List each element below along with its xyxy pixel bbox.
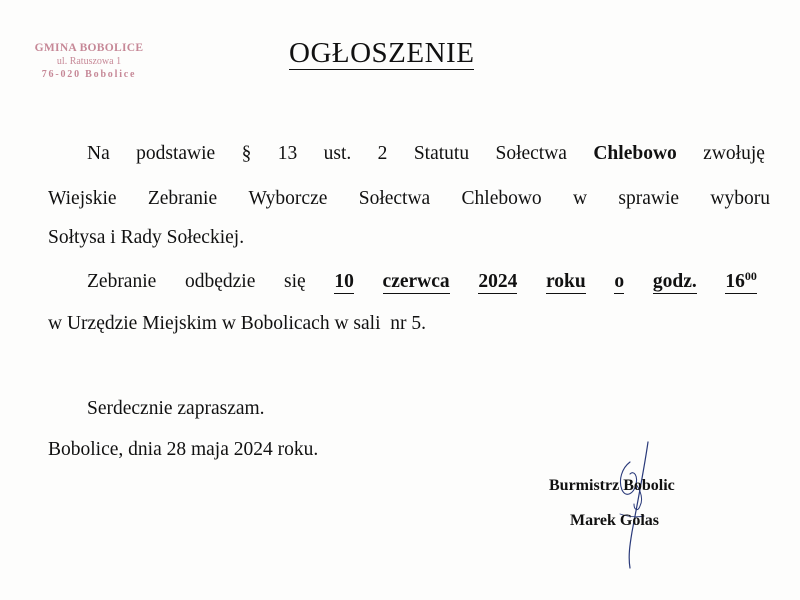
- paragraph-2-line-2: w Urzędzie Miejskim w Bobolicach w sali nr 5.: [48, 313, 426, 334]
- word: Wiejskie: [48, 188, 117, 209]
- word: odbędzie: [184, 271, 256, 292]
- meeting-date-word: roku: [546, 271, 586, 292]
- word: 2: [377, 143, 388, 164]
- stamp-line-3: 76-020 Bobolice: [41, 69, 137, 80]
- word: 13: [277, 143, 298, 164]
- place-and-date: Bobolice, dnia 28 maja 2024 roku.: [48, 439, 319, 460]
- paragraph-1-line-2: [48, 188, 770, 210]
- word: wyboru: [710, 188, 770, 209]
- word: Zebranie: [87, 271, 157, 292]
- word: sprawie: [618, 188, 680, 209]
- word: w: [573, 188, 588, 209]
- word: Na: [87, 143, 110, 164]
- meeting-date-word: czerwca: [382, 271, 450, 292]
- word: zwołuję: [703, 143, 765, 164]
- closing-text: Serdecznie zapraszam.: [87, 398, 265, 419]
- village-name-bold: Chlebowo: [593, 143, 677, 164]
- word: Sołectwa: [358, 188, 431, 209]
- meeting-date-word: 10: [334, 271, 354, 292]
- handwritten-signature: [600, 440, 660, 570]
- paragraph-1-line-1: [87, 143, 765, 165]
- word: Wyborcze: [248, 188, 328, 209]
- word: Statutu: [413, 143, 470, 164]
- word: Chlebowo: [461, 188, 542, 209]
- meeting-date-word: 2024: [478, 271, 518, 292]
- word: Sołectwa: [495, 143, 567, 164]
- paragraph-2-line-1: [87, 271, 757, 294]
- paragraph-1-line-3: Sołtysa i Rady Sołeckiej.: [48, 227, 245, 248]
- document-title: OGŁOSZENIE: [289, 37, 475, 69]
- word: podstawie: [136, 143, 216, 164]
- signatory-title: Burmistrz Bobolic: [549, 477, 675, 494]
- meeting-hour-value: 16: [725, 271, 745, 292]
- word: Zebranie: [147, 188, 218, 209]
- word: §: [241, 143, 252, 164]
- office-stamp: [24, 42, 154, 81]
- word: ust.: [323, 143, 352, 164]
- word: się: [284, 271, 306, 292]
- meeting-date-word: godz.: [652, 271, 697, 292]
- stamp-line-1: GMINA BOBOLICE: [34, 42, 144, 54]
- signatory-name: Marek Golas: [570, 512, 660, 529]
- meeting-minutes: 00: [744, 269, 757, 283]
- meeting-hour: [725, 271, 757, 294]
- stamp-line-2: ul. Ratuszowa 1: [56, 56, 122, 67]
- meeting-date-word: o: [614, 271, 625, 292]
